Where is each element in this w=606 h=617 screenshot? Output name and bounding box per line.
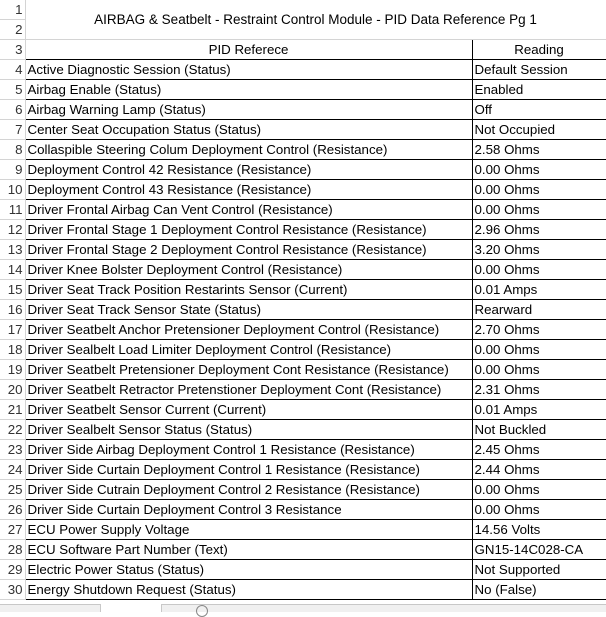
row-header[interactable]: 15	[0, 280, 25, 300]
row-header[interactable]: 13	[0, 240, 25, 260]
reading-cell[interactable]: 2.31 Ohms	[472, 380, 606, 400]
pid-cell[interactable]: Energy Shutdown Request (Status)	[25, 580, 472, 600]
table-row	[0, 440, 606, 460]
pid-cell[interactable]: Driver Side Cutrain Deployment Control 2 Resistance (Resistance)	[25, 480, 472, 500]
row-header[interactable]: 23	[0, 440, 25, 460]
pid-cell[interactable]: Driver Side Curtain Deployment Control 1 Resistance (Resistance)	[25, 460, 472, 480]
table-row	[0, 300, 606, 320]
reading-cell[interactable]: 0.01 Amps	[472, 280, 606, 300]
pid-cell[interactable]: Driver Frontal Stage 2 Deployment Control Resistance (Resistance)	[25, 240, 472, 260]
reading-cell[interactable]: 3.20 Ohms	[472, 240, 606, 260]
table-row	[0, 520, 606, 540]
pid-cell[interactable]: Driver Sealbelt Sensor Status (Status)	[25, 420, 472, 440]
row-header[interactable]: 25	[0, 480, 25, 500]
reading-cell[interactable]: 0.00 Ohms	[472, 340, 606, 360]
row-header[interactable]: 7	[0, 120, 25, 140]
reading-cell[interactable]: 2.45 Ohms	[472, 440, 606, 460]
reading-cell[interactable]: Rearward	[472, 300, 606, 320]
table-row	[0, 220, 606, 240]
reading-cell[interactable]: 0.00 Ohms	[472, 480, 606, 500]
pid-cell[interactable]: Collaspible Steering Colum Deployment Control (Resistance)	[25, 140, 472, 160]
reading-cell[interactable]: Not Occupied	[472, 120, 606, 140]
row-header[interactable]: 1	[0, 0, 25, 20]
row-header[interactable]: 24	[0, 460, 25, 480]
pid-cell[interactable]: Deployment Control 42 Resistance (Resistance)	[25, 160, 472, 180]
reading-cell[interactable]: GN15-14C028-CA	[472, 540, 606, 560]
row-header[interactable]: 22	[0, 420, 25, 440]
table-row	[0, 480, 606, 500]
row-header[interactable]: 11	[0, 200, 25, 220]
reading-cell[interactable]: 2.58 Ohms	[472, 140, 606, 160]
pid-cell[interactable]: ECU Software Part Number (Text)	[25, 540, 472, 560]
pid-cell[interactable]: Driver Sealbelt Load Limiter Deployment Control (Resistance)	[25, 340, 472, 360]
table-row	[0, 460, 606, 480]
pid-cell[interactable]: Driver Seatbelt Sensor Current (Current)	[25, 400, 472, 420]
pid-cell[interactable]: Driver Side Airbag Deployment Control 1 Resistance (Resistance)	[25, 440, 472, 460]
pid-cell[interactable]: Airbag Warning Lamp (Status)	[25, 100, 472, 120]
reading-cell[interactable]: Default Session	[472, 60, 606, 80]
pid-cell[interactable]: Driver Seatbelt Pretensioner Deployment Cont Resistance (Resistance)	[25, 360, 472, 380]
reading-cell[interactable]: Not Buckled	[472, 420, 606, 440]
pid-cell[interactable]: Driver Side Curtain Deployment Control 3 Resistance	[25, 500, 472, 520]
row-header[interactable]: 10	[0, 180, 25, 200]
reading-cell[interactable]: 0.00 Ohms	[472, 200, 606, 220]
reading-cell[interactable]: Enabled	[472, 80, 606, 100]
pid-cell[interactable]: Driver Knee Bolster Deployment Control (Resistance)	[25, 260, 472, 280]
reading-cell[interactable]: Off	[472, 100, 606, 120]
row-header[interactable]: 17	[0, 320, 25, 340]
pid-cell[interactable]: Driver Seat Track Sensor State (Status)	[25, 300, 472, 320]
pid-cell[interactable]: Driver Seat Track Position Restarints Sensor (Current)	[25, 280, 472, 300]
table-row	[0, 140, 606, 160]
table-row	[0, 320, 606, 340]
pid-cell[interactable]: Active Diagnostic Session (Status)	[25, 60, 472, 80]
pid-cell[interactable]: Airbag Enable (Status)	[25, 80, 472, 100]
row-header[interactable]: 16	[0, 300, 25, 320]
reading-cell[interactable]: No (False)	[472, 580, 606, 600]
row-header[interactable]: 29	[0, 560, 25, 580]
row-header[interactable]: 2	[0, 20, 25, 40]
row-header[interactable]: 12	[0, 220, 25, 240]
table-row	[0, 180, 606, 200]
pid-column-header[interactable]: PID Referece	[25, 40, 472, 60]
pid-cell[interactable]: Driver Frontal Stage 1 Deployment Control Resistance (Resistance)	[25, 220, 472, 240]
row-header[interactable]: 3	[0, 40, 25, 60]
table-row	[0, 120, 606, 140]
pid-cell[interactable]: Driver Seatbelt Anchor Pretensioner Deployment Control (Resistance)	[25, 320, 472, 340]
table-row	[0, 380, 606, 400]
row-header[interactable]: 27	[0, 520, 25, 540]
reading-column-header[interactable]: Reading	[472, 40, 606, 60]
page-title: AIRBAG & Seatbelt - Restraint Control Module - PID Data Reference Pg 1	[94, 11, 537, 27]
reading-cell[interactable]: 0.00 Ohms	[472, 160, 606, 180]
pid-cell[interactable]: Driver Seatbelt Retractor Pretenstioner Deployment Cont (Resistance)	[25, 380, 472, 400]
table-row	[0, 540, 606, 560]
page-title-cell[interactable]	[25, 0, 606, 40]
reading-cell[interactable]: 0.00 Ohms	[472, 260, 606, 280]
reading-cell[interactable]: Not Supported	[472, 560, 606, 580]
table-row	[0, 100, 606, 120]
row-header[interactable]: 14	[0, 260, 25, 280]
reading-cell[interactable]: 2.70 Ohms	[472, 320, 606, 340]
table-row	[0, 400, 606, 420]
pid-cell[interactable]: Driver Frontal Airbag Can Vent Control (Resistance)	[25, 200, 472, 220]
row-header[interactable]: 26	[0, 500, 25, 520]
row-header[interactable]: 30	[0, 580, 25, 600]
row-header[interactable]: 19	[0, 360, 25, 380]
table-row	[0, 360, 606, 380]
reading-cell[interactable]: 0.01 Amps	[472, 400, 606, 420]
table-row	[0, 560, 606, 580]
row-header[interactable]: 6	[0, 100, 25, 120]
table-row	[0, 340, 606, 360]
table-header-row	[0, 40, 606, 60]
table-row	[0, 500, 606, 520]
add-sheet-icon[interactable]	[196, 605, 208, 617]
table-row	[0, 420, 606, 440]
reading-cell[interactable]: 2.96 Ohms	[472, 220, 606, 240]
table-row	[0, 580, 606, 600]
row-header[interactable]: 28	[0, 540, 25, 560]
reading-cell[interactable]: 0.00 Ohms	[472, 180, 606, 200]
table-row	[0, 280, 606, 300]
table-row	[0, 60, 606, 80]
table-row	[0, 260, 606, 280]
pid-cell[interactable]: Center Seat Occupation Status (Status)	[25, 120, 472, 140]
table-row	[0, 0, 606, 20]
reading-cell[interactable]: 14.56 Volts	[472, 520, 606, 540]
reading-cell[interactable]: 0.00 Ohms	[472, 500, 606, 520]
row-header[interactable]: 4	[0, 60, 25, 80]
row-header[interactable]: 9	[0, 160, 25, 180]
row-header[interactable]: 20	[0, 380, 25, 400]
pid-cell[interactable]: Electric Power Status (Status)	[25, 560, 472, 580]
reading-cell[interactable]: 2.44 Ohms	[472, 460, 606, 480]
row-header[interactable]: 5	[0, 80, 25, 100]
pid-cell[interactable]: ECU Power Supply Voltage	[25, 520, 472, 540]
table-row	[0, 200, 606, 220]
table-row	[0, 80, 606, 100]
row-header[interactable]: 8	[0, 140, 25, 160]
reading-cell[interactable]: 0.00 Ohms	[472, 360, 606, 380]
table-row	[0, 240, 606, 260]
row-header[interactable]: 18	[0, 340, 25, 360]
row-header[interactable]: 21	[0, 400, 25, 420]
pid-cell[interactable]: Deployment Control 43 Resistance (Resistance)	[25, 180, 472, 200]
table-row	[0, 160, 606, 180]
